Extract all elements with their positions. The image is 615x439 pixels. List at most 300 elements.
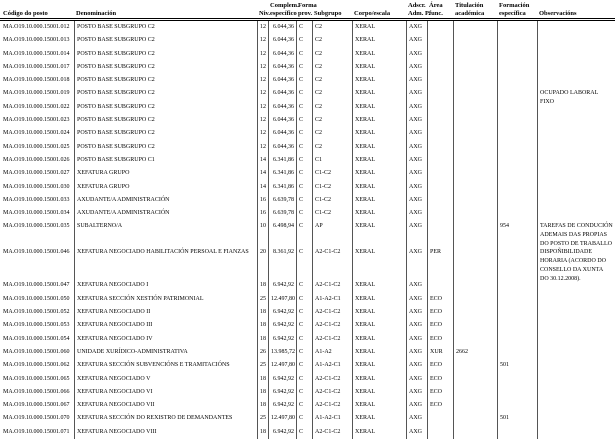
header-label: Forma bbox=[298, 2, 317, 9]
cell-code: MA.O19.10.000.15001.026 bbox=[3, 156, 70, 163]
cell-adscr: AXG bbox=[406, 279, 427, 292]
cell-titulacion bbox=[453, 333, 497, 346]
cell-denomination: XEFATURA NEGOCIADO V bbox=[74, 373, 257, 386]
cell-complem: 6.044,36 bbox=[268, 114, 296, 127]
cell-forma: C bbox=[296, 333, 312, 346]
cell-adscr: AXG bbox=[406, 127, 427, 140]
cell-complem: 6.044,36 bbox=[268, 21, 296, 34]
cell-complem: 6.044,36 bbox=[268, 34, 296, 47]
cell-subgrupo: C1-C2 bbox=[312, 207, 352, 220]
cell-forma: C bbox=[296, 220, 312, 249]
cell-obs bbox=[537, 48, 615, 61]
header-label: Área bbox=[429, 2, 443, 9]
column-header-adscr-adm-p bbox=[406, 2, 430, 18]
cell-denomination: XEFATURA NEGOCIADO VII bbox=[74, 399, 257, 412]
cell-niv: 12 bbox=[257, 21, 268, 34]
cell-corpo: XERAL bbox=[352, 319, 406, 332]
cell-titulacion bbox=[453, 359, 497, 372]
cell-forma: C bbox=[296, 141, 312, 154]
cell-corpo: XERAL bbox=[352, 101, 406, 114]
cell-area: XUR bbox=[427, 346, 453, 359]
cell-subgrupo: A2-C1-C2 bbox=[312, 246, 352, 284]
cell-subgrupo: AP bbox=[312, 220, 352, 249]
cell-forma: C bbox=[296, 154, 312, 167]
cell-subgrupo: A1-A2-C1 bbox=[312, 412, 352, 425]
cell-obs bbox=[537, 154, 615, 167]
cell-area: ECO bbox=[427, 306, 453, 319]
cell-complem: 6.044,36 bbox=[268, 127, 296, 140]
cell-denomination: POSTO BASE SUBGRUPO C2 bbox=[74, 127, 257, 140]
cell-code: MA.O19.10.000.15001.019 bbox=[3, 90, 70, 97]
header-label: Subgrupo bbox=[314, 9, 342, 17]
cell-code: MA.O19.10.000.15001.018 bbox=[3, 77, 70, 84]
cell-denomination: POSTO BASE SUBGRUPO C2 bbox=[74, 61, 257, 74]
cell-area: ECO bbox=[427, 399, 453, 412]
cell-titulacion bbox=[453, 167, 497, 180]
table-row bbox=[0, 167, 615, 180]
cell-obs bbox=[537, 333, 615, 346]
cell-titulacion bbox=[453, 207, 497, 220]
header-label: académica bbox=[455, 9, 485, 17]
cell-formacion bbox=[497, 333, 537, 346]
cell-complem: 6.942,92 bbox=[268, 333, 296, 346]
cell-area: ECO bbox=[427, 386, 453, 399]
cell-code: MA.O19.10.000.15001.047 bbox=[3, 282, 70, 289]
cell-complem: 6.942,92 bbox=[268, 306, 296, 319]
cell-corpo: XERAL bbox=[352, 34, 406, 47]
column-header-subgrupo bbox=[312, 10, 352, 19]
cell-formacion bbox=[497, 74, 537, 87]
table-row bbox=[0, 154, 615, 167]
cell-code: MA.O19.10.000.15001.071 bbox=[3, 428, 70, 435]
cell-subgrupo: C2 bbox=[312, 48, 352, 61]
cell-adscr: AXG bbox=[406, 319, 427, 332]
cell-area bbox=[427, 412, 453, 425]
cell-formacion bbox=[497, 34, 537, 47]
cell-formacion bbox=[497, 114, 537, 127]
cell-subgrupo: C2 bbox=[312, 127, 352, 140]
table-row bbox=[0, 207, 615, 220]
cell-formacion bbox=[497, 167, 537, 180]
cell-niv: 16 bbox=[257, 207, 268, 220]
cell-code: MA.O19.10.000.15001.066 bbox=[3, 388, 70, 395]
cell-formacion: 501 bbox=[497, 412, 537, 425]
cell-adscr: AXG bbox=[406, 220, 427, 249]
cell-complem: 6.942,92 bbox=[268, 319, 296, 332]
column-header-complem-especifico bbox=[268, 2, 299, 18]
cell-subgrupo: A1-A2 bbox=[312, 346, 352, 359]
cell-complem: 6.341,86 bbox=[268, 167, 296, 180]
cell-subgrupo: C2 bbox=[312, 21, 352, 34]
cell-denomination: XEFATURA SECCIÓN SUBVENCIÓNS E TRAMITACIÓNS bbox=[74, 359, 257, 372]
cell-adscr: AXG bbox=[406, 373, 427, 386]
cell-formacion bbox=[497, 154, 537, 167]
table-row bbox=[0, 426, 615, 439]
header-label: Corpo/escala bbox=[354, 9, 391, 17]
table-row bbox=[0, 181, 615, 194]
cell-complem: 6.942,92 bbox=[268, 386, 296, 399]
cell-subgrupo: C2 bbox=[312, 141, 352, 154]
cell-obs: TAREFAS DE CONDUCIÓN ADEMAIS DAS PROPIAS DO POSTO DE TRABALLO bbox=[537, 220, 615, 249]
cell-denomination: POSTO BASE SUBGRUPO C2 bbox=[74, 101, 257, 114]
cell-complem: 12.497,80 bbox=[268, 412, 296, 425]
cell-corpo: XERAL bbox=[352, 167, 406, 180]
cell-code: MA.O19.10.000.15001.052 bbox=[3, 309, 70, 316]
cell-area bbox=[427, 426, 453, 439]
cell-subgrupo: C1-C2 bbox=[312, 194, 352, 207]
table-row bbox=[0, 34, 615, 47]
cell-subgrupo: A2-C1-C2 bbox=[312, 399, 352, 412]
cell-formacion bbox=[497, 426, 537, 439]
cell-formacion bbox=[497, 279, 537, 292]
cell-niv: 18 bbox=[257, 399, 268, 412]
cell-forma: C bbox=[296, 306, 312, 319]
table-row bbox=[0, 279, 615, 292]
cell-forma: C bbox=[296, 399, 312, 412]
cell-complem: 6.044,36 bbox=[268, 48, 296, 61]
cell-area bbox=[427, 34, 453, 47]
cell-area bbox=[427, 48, 453, 61]
cell-titulacion bbox=[453, 386, 497, 399]
cell-titulacion bbox=[453, 306, 497, 319]
cell-adscr: AXG bbox=[406, 207, 427, 220]
cell-obs bbox=[537, 34, 615, 47]
cell-niv: 18 bbox=[257, 373, 268, 386]
cell-forma: C bbox=[296, 181, 312, 194]
cell-formacion bbox=[497, 21, 537, 34]
cell-complem: 12.497,80 bbox=[268, 293, 296, 306]
table-row bbox=[0, 386, 615, 399]
cell-code: MA.O19.10.000.15001.017 bbox=[3, 63, 70, 70]
cell-forma: C bbox=[296, 412, 312, 425]
cell-denomination: POSTO BASE SUBGRUPO C2 bbox=[74, 141, 257, 154]
cell-formacion bbox=[497, 319, 537, 332]
cell-complem: 6.942,92 bbox=[268, 279, 296, 292]
cell-denomination: POSTO BASE SUBGRUPO C2 bbox=[74, 21, 257, 34]
cell-adscr: AXG bbox=[406, 412, 427, 425]
cell-denomination: UNIDADE XURÍDICO-ADMINISTRATIVA bbox=[74, 346, 257, 359]
cell-formacion bbox=[497, 373, 537, 386]
table-row bbox=[0, 194, 615, 207]
cell-code: MA.O19.10.000.15001.065 bbox=[3, 375, 70, 382]
cell-code: MA.O19.10.000.15001.023 bbox=[3, 117, 70, 124]
cell-obs bbox=[537, 141, 615, 154]
cell-complem: 6.044,36 bbox=[268, 74, 296, 87]
cell-obs bbox=[537, 167, 615, 180]
cell-code: MA.O19.10.000.15001.054 bbox=[3, 335, 70, 342]
cell-formacion bbox=[497, 306, 537, 319]
cell-forma: C bbox=[296, 21, 312, 34]
cell-obs bbox=[537, 346, 615, 359]
cell-code: MA.O19.10.000.15001.027 bbox=[3, 170, 70, 177]
cell-area bbox=[427, 141, 453, 154]
cell-obs bbox=[537, 207, 615, 220]
cell-subgrupo: C2 bbox=[312, 61, 352, 74]
column-header-niv bbox=[257, 9, 271, 19]
cell-niv: 18 bbox=[257, 279, 268, 292]
cell-niv: 20 bbox=[257, 246, 268, 284]
cell-niv: 18 bbox=[257, 306, 268, 319]
table-row bbox=[0, 74, 615, 87]
cell-corpo: XERAL bbox=[352, 412, 406, 425]
cell-complem: 6.341,86 bbox=[268, 181, 296, 194]
cell-subgrupo: A1-A2-C1 bbox=[312, 293, 352, 306]
header-label: Niv. bbox=[259, 9, 271, 17]
cell-adscr: AXG bbox=[406, 306, 427, 319]
cell-area: ECO bbox=[427, 373, 453, 386]
cell-corpo: XERAL bbox=[352, 21, 406, 34]
cell-obs bbox=[537, 306, 615, 319]
cell-adscr: AXG bbox=[406, 48, 427, 61]
cell-subgrupo: C1 bbox=[312, 154, 352, 167]
cell-niv: 12 bbox=[257, 127, 268, 140]
cell-niv: 25 bbox=[257, 293, 268, 306]
cell-forma: C bbox=[296, 346, 312, 359]
cell-code: MA.O19.10.000.15001.012 bbox=[3, 24, 70, 30]
cell-niv: 18 bbox=[257, 333, 268, 346]
cell-forma: C bbox=[296, 101, 312, 114]
table-header-row bbox=[0, 0, 615, 21]
cell-area: ECO bbox=[427, 293, 453, 306]
cell-corpo: XERAL bbox=[352, 293, 406, 306]
cell-adscr: AXG bbox=[406, 346, 427, 359]
cell-titulacion bbox=[453, 181, 497, 194]
cell-subgrupo: A2-C1-C2 bbox=[312, 319, 352, 332]
table-row bbox=[0, 373, 615, 386]
header-label: func. bbox=[429, 9, 443, 17]
cell-obs bbox=[537, 279, 615, 292]
header-label: Adscr. bbox=[408, 2, 426, 9]
cell-obs bbox=[537, 74, 615, 87]
table-row bbox=[0, 141, 615, 154]
cell-code: MA.O19.10.000.15001.014 bbox=[3, 50, 70, 57]
cell-complem: 6.942,92 bbox=[268, 373, 296, 386]
column-header-code bbox=[0, 10, 74, 19]
cell-obs bbox=[537, 127, 615, 140]
cell-titulacion bbox=[453, 426, 497, 439]
cell-formacion bbox=[497, 141, 537, 154]
cell-titulacion bbox=[453, 101, 497, 114]
cell-denomination: POSTO BASE SUBGRUPO C2 bbox=[74, 114, 257, 127]
cell-forma: C bbox=[296, 246, 312, 284]
cell-forma: C bbox=[296, 194, 312, 207]
cell-titulacion bbox=[453, 74, 497, 87]
cell-subgrupo: A2-C1-C2 bbox=[312, 386, 352, 399]
cell-forma: C bbox=[296, 61, 312, 74]
cell-denomination: XEFATURA NEGOCIADO IV bbox=[74, 333, 257, 346]
cell-forma: C bbox=[296, 426, 312, 439]
cell-adscr: AXG bbox=[406, 246, 427, 284]
cell-denomination: AXUDANTE/A ADMINISTRACIÓN bbox=[74, 207, 257, 220]
cell-forma: C bbox=[296, 74, 312, 87]
cell-adscr: AXG bbox=[406, 87, 427, 107]
cell-subgrupo: C1-C2 bbox=[312, 181, 352, 194]
cell-corpo: XERAL bbox=[352, 306, 406, 319]
cell-formacion bbox=[497, 48, 537, 61]
cell-subgrupo: A1-A2-C1 bbox=[312, 359, 352, 372]
cell-subgrupo: C1-C2 bbox=[312, 167, 352, 180]
cell-denomination: POSTO BASE SUBGRUPO C2 bbox=[74, 87, 257, 107]
column-header-denomination bbox=[74, 10, 257, 19]
cell-area bbox=[427, 207, 453, 220]
table-row bbox=[0, 306, 615, 319]
cell-titulacion bbox=[453, 127, 497, 140]
cell-titulacion bbox=[453, 48, 497, 61]
cell-corpo: XERAL bbox=[352, 279, 406, 292]
table-row bbox=[0, 246, 615, 283]
cell-denomination: XEFATURA NEGOCIADO HABILITACIÓN PERSOAL E FIANZAS bbox=[74, 246, 257, 284]
cell-area: ECO bbox=[427, 359, 453, 372]
column-header-formacion-especifica bbox=[497, 2, 537, 18]
cell-adscr: AXG bbox=[406, 74, 427, 87]
cell-denomination: POSTO BASE SUBGRUPO C2 bbox=[74, 34, 257, 47]
cell-adscr: AXG bbox=[406, 21, 427, 34]
cell-niv: 18 bbox=[257, 319, 268, 332]
cell-niv: 25 bbox=[257, 359, 268, 372]
cell-forma: C bbox=[296, 293, 312, 306]
cell-adscr: AXG bbox=[406, 154, 427, 167]
cell-titulacion bbox=[453, 194, 497, 207]
header-label: Denominación bbox=[76, 9, 117, 17]
cell-formacion bbox=[497, 61, 537, 74]
cell-corpo: XERAL bbox=[352, 207, 406, 220]
cell-denomination: XEFATURA SECCIÓN XESTIÓN PATRIMONIAL bbox=[74, 293, 257, 306]
cell-titulacion bbox=[453, 319, 497, 332]
cell-forma: C bbox=[296, 167, 312, 180]
cell-code: MA.O19.10.000.15001.034 bbox=[3, 210, 70, 217]
cell-complem: 6.044,36 bbox=[268, 87, 296, 107]
cell-area bbox=[427, 101, 453, 114]
cell-adscr: AXG bbox=[406, 359, 427, 372]
cell-formacion bbox=[497, 293, 537, 306]
cell-complem: 6.341,86 bbox=[268, 154, 296, 167]
cell-corpo: XERAL bbox=[352, 181, 406, 194]
cell-complem: 6.639,78 bbox=[268, 194, 296, 207]
cell-denomination: POSTO BASE SUBGRUPO C2 bbox=[74, 48, 257, 61]
cell-formacion: 954 bbox=[497, 220, 537, 249]
cell-corpo: XERAL bbox=[352, 87, 406, 107]
cell-denomination: XEFATURA GRUPO bbox=[74, 181, 257, 194]
cell-complem: 6.044,36 bbox=[268, 101, 296, 114]
cell-subgrupo: A2-C1-C2 bbox=[312, 426, 352, 439]
header-label: Formación bbox=[499, 2, 530, 9]
table-row bbox=[0, 127, 615, 140]
table-row bbox=[0, 87, 615, 106]
cell-titulacion bbox=[453, 279, 497, 292]
cell-complem: 13.985,72 bbox=[268, 346, 296, 359]
cell-niv: 18 bbox=[257, 386, 268, 399]
cell-denomination: XEFATURA NEGOCIADO VI bbox=[74, 386, 257, 399]
cell-complem: 6.044,36 bbox=[268, 141, 296, 154]
cell-niv: 14 bbox=[257, 167, 268, 180]
cell-adscr: AXG bbox=[406, 141, 427, 154]
cell-area bbox=[427, 181, 453, 194]
cell-obs bbox=[537, 21, 615, 34]
cell-code: MA.O19.10.000.15001.035 bbox=[3, 223, 70, 230]
cell-forma: C bbox=[296, 359, 312, 372]
cell-denomination: XEFATURA NEGOCIADO II bbox=[74, 306, 257, 319]
cell-formacion bbox=[497, 207, 537, 220]
cell-area: ECO bbox=[427, 319, 453, 332]
cell-subgrupo: C2 bbox=[312, 34, 352, 47]
table-row bbox=[0, 48, 615, 61]
cell-complem: 8.361,92 bbox=[268, 246, 296, 284]
cell-obs: DISPOÑIBILIDADE HORARIA (ACORDO DO CONSELLO DA XUNTA DO 30.12.2008). bbox=[537, 246, 615, 284]
cell-titulacion bbox=[453, 220, 497, 249]
cell-denomination: POSTO BASE SUBGRUPO C1 bbox=[74, 154, 257, 167]
cell-titulacion bbox=[453, 373, 497, 386]
cell-titulacion bbox=[453, 114, 497, 127]
cell-corpo: XERAL bbox=[352, 127, 406, 140]
column-header-observacions bbox=[537, 10, 615, 19]
cell-titulacion bbox=[453, 34, 497, 47]
cell-area bbox=[427, 61, 453, 74]
cell-formacion bbox=[497, 181, 537, 194]
cell-area bbox=[427, 279, 453, 292]
cell-obs bbox=[537, 426, 615, 439]
cell-code: MA.O19.10.000.15001.070 bbox=[3, 415, 70, 422]
cell-obs bbox=[537, 194, 615, 207]
column-header-forma-prov bbox=[296, 2, 317, 18]
cell-code: MA.O19.10.000.15001.025 bbox=[3, 143, 70, 150]
cell-niv: 12 bbox=[257, 87, 268, 107]
cell-corpo: XERAL bbox=[352, 399, 406, 412]
header-label: Complem. bbox=[270, 2, 299, 9]
cell-complem: 6.942,92 bbox=[268, 426, 296, 439]
cell-niv: 12 bbox=[257, 114, 268, 127]
cell-subgrupo: C2 bbox=[312, 101, 352, 114]
cell-niv: 12 bbox=[257, 101, 268, 114]
cell-code: MA.O19.10.000.15001.062 bbox=[3, 362, 70, 369]
cell-subgrupo: C2 bbox=[312, 114, 352, 127]
cell-formacion bbox=[497, 346, 537, 359]
cell-corpo: XERAL bbox=[352, 74, 406, 87]
cell-code: MA.O19.10.000.15001.053 bbox=[3, 322, 70, 329]
header-label: Titulación bbox=[455, 2, 484, 9]
cell-niv: 12 bbox=[257, 48, 268, 61]
cell-denomination: XEFATURA NEGOCIADO VIII bbox=[74, 426, 257, 439]
table-row bbox=[0, 61, 615, 74]
cell-obs bbox=[537, 373, 615, 386]
cell-formacion bbox=[497, 386, 537, 399]
cell-niv: 16 bbox=[257, 194, 268, 207]
table-row bbox=[0, 293, 615, 306]
cell-corpo: XERAL bbox=[352, 194, 406, 207]
cell-denomination: XEFATURA GRUPO bbox=[74, 167, 257, 180]
cell-obs: OCUPADO LABORAL FIXO bbox=[537, 87, 615, 107]
cell-code: MA.O19.10.000.15001.024 bbox=[3, 130, 70, 137]
column-header-corpo-escala bbox=[352, 10, 406, 19]
cell-area bbox=[427, 154, 453, 167]
cell-adscr: AXG bbox=[406, 101, 427, 114]
cell-complem: 6.942,92 bbox=[268, 399, 296, 412]
cell-subgrupo: A2-C1-C2 bbox=[312, 306, 352, 319]
table-row bbox=[0, 412, 615, 425]
cell-complem: 12.497,80 bbox=[268, 359, 296, 372]
cell-niv: 12 bbox=[257, 141, 268, 154]
cell-code: MA.O19.10.000.15001.050 bbox=[3, 295, 70, 302]
header-label: Código do posto bbox=[3, 9, 48, 17]
cell-adscr: AXG bbox=[406, 333, 427, 346]
table-row bbox=[0, 333, 615, 346]
cell-adscr: AXG bbox=[406, 293, 427, 306]
cell-forma: C bbox=[296, 373, 312, 386]
cell-corpo: XERAL bbox=[352, 48, 406, 61]
cell-area bbox=[427, 127, 453, 140]
header-label: específico bbox=[270, 9, 297, 17]
cell-adscr: AXG bbox=[406, 399, 427, 412]
cell-forma: C bbox=[296, 34, 312, 47]
